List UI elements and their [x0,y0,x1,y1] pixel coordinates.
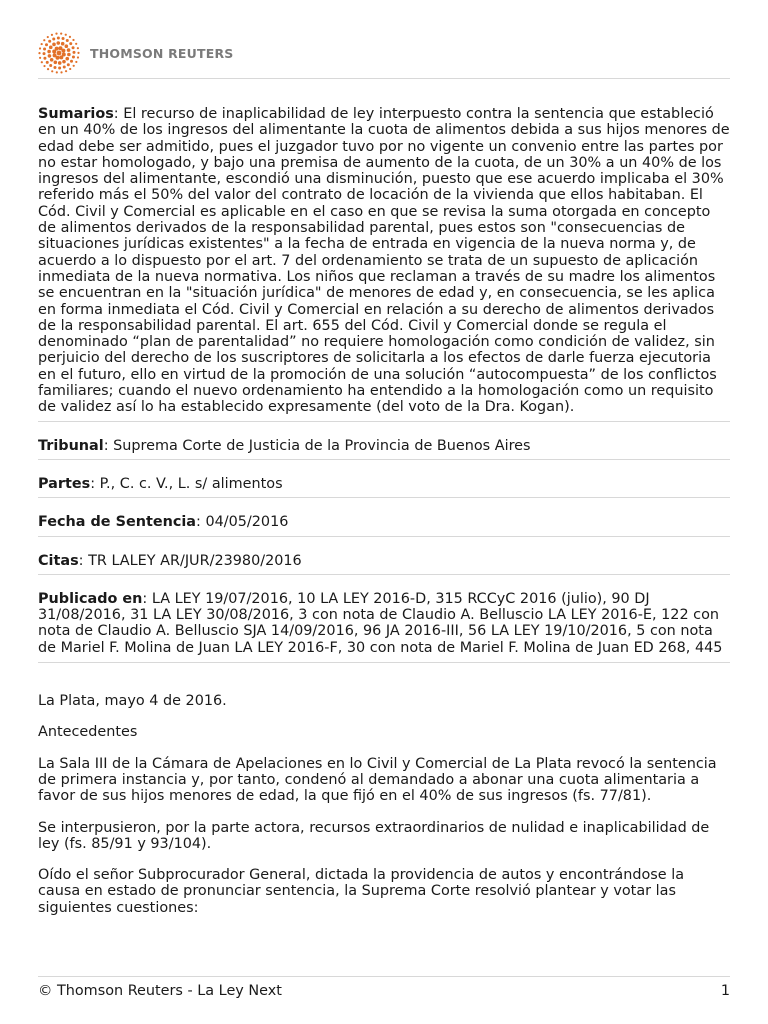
fecha-value: 04/05/2016 [205,514,289,531]
logo-dot [61,49,65,53]
citas-value: TR LALEY AR/JUR/23980/2016 [88,552,302,569]
logo-dot [72,56,75,59]
logo-dot [53,66,56,69]
document-content [38,106,730,931]
logo-dot [67,48,71,52]
partes-value: P., C. c. V., L. s/ alimentos [99,475,283,492]
logo-dot [69,36,71,38]
logo-dot [46,61,49,64]
logo-dot [47,50,51,54]
logo-dot [73,65,75,67]
logo-dot [58,66,61,69]
logo-dot [57,51,62,56]
tribunal-field: Tribunal: Suprema Corte de Justicia de la Provincia de Buenos Aires [38,422,730,460]
logo-dot [60,33,62,35]
logo-dot [39,57,41,59]
logo-dot [43,65,45,67]
thomson-reuters-dot-globe-icon [38,32,80,74]
fecha-label: Fecha de Sentencia [38,514,197,531]
logo-dot [62,60,66,64]
logo-dot [69,42,72,45]
logo-dot [72,39,74,41]
logo-dot [67,53,71,57]
logo-dot [59,55,63,59]
body-paragraph: Oído el señor Subprocurador General, dictada la providencia de autos y encontrándose la causa en estado de pronunciar sentencia, la Suprema Corte resolvió plantear y votar las siguientes cuestiones: [38,867,685,916]
logo-dot [66,39,69,42]
partes-label: Partes [38,475,91,492]
publicado-value: LA LEY 19/07/2016, 10 LA LEY 2016-D, 315 RCCyC 2016 (julio), 90 DJ 31/08/2016, 31 LA LEY 30/08/2016, 3 con nota de Claudio A. Belluscio LA LEY 2016-E, 122 con nota de Claudio A. Belluscio SJA 14/09/2016, 96 JA 2016-III, 56 LA LEY 19/10/2016, 5 con nota de Mariel F. Molina de Juan LA LEY 2016-F, 30 con nota de Mariel F. Molina de Juan ED 268, 445 [38,590,723,656]
logo-dot [47,36,49,38]
fecha-field: Fecha de Sentencia: 04/05/2016 [38,498,730,536]
body-paragraph: Antecedentes [38,724,138,741]
partes-field: Partes: P., C. c. V., L. s/ alimentos [38,460,730,498]
logo-dot [49,64,52,67]
logo-dot [70,60,73,63]
logo-dot [63,66,66,69]
logo-dot [77,52,79,54]
logo-dot [65,44,69,48]
tribunal-label: Tribunal [38,437,104,454]
logo-dot [56,71,58,73]
logo-dot [38,52,40,54]
logo-dot [56,41,60,45]
judgment-body [38,693,730,916]
logo-dot [58,61,62,65]
logo-dot [54,61,58,65]
brand-logo [38,32,234,74]
logo-dot [55,47,59,51]
logo-dot [52,43,56,47]
logo-dot [60,71,62,73]
logo-dot [43,47,46,50]
logo-dot [75,61,77,63]
summary-text: El recurso de inaplicabilidad de ley interpuesto contra la sentencia que estableció en un 40% de los ingresos del alimentante la cuota de alimentos debida a sus hijos menores de edad debe ser admitido, pues el juzgador tuvo por no vigente un convenio entre las partes por no estar homologado, y bajo una premisa de aumento de la cuota, de un 30% a un 40% de los ingresos del alimentante, escondió una disminución, puesto que ese acuerdo implicaba el 30% referido más el 50% del valor del contrato de locación de la vivienda que ellos habitaban. El Cód. Civil y Comercial es aplicable en el caso en que se revisa la suma otorgada en concepto de alimentos derivados de la responsabilidad parental, pues estos son "consecuencias de situaciones jurídicas existentes" a la fecha de entrada en vigencia de la nueva norma y, de acuerdo a lo dispuesto por el art. 7 del ordenamiento se trata de un supuesto de aplicación inmediata de la nueva normativa. Los niños que reclaman a través de su madre los alimentos se encuentran en la "situación jurídica" de menores de edad y, en consecuencia, se les aplica en forma inmediata el Cód. Civil y Comercial en relación a su derecho de alimentos derivados de la responsabilidad parental. El art. 655 del Cód. Civil y Comercial donde se regula el denominado “plan de parentalidad” no requiere homologación como condición de validez, sin perjuicio del derecho de los suscriptores de solicitarla a los efectos de darle fuerza ejecutoria en el futuro, ello en virtud de la promoción de una solución “autocompuesta” de los conflictos familiares; cuando el nuevo ordenamiento ha entendido a la homologación como un requisito de validez así lo ha establecido expresamente (del voto de la Dra. Kogan). [38,106,730,416]
publicado-field: Publicado en: LA LEY 19/07/2016, 10 LA LEY 2016-D, 315 RCCyC 2016 (julio), 90 DJ 31/08/2016, 31 LA LEY 30/08/2016, 3 con nota de Claudio A. Belluscio LA LEY 2016-E, 122 con nota de Claudio A. Belluscio SJA 14/09/2016, 96 JA 2016-III, 56 LA LEY 19/10/2016, 5 con nota de Mariel F. Molina de Juan LA LEY 2016-F, 30 con nota de Mariel F. Molina de Juan ED 268, 445 [38,575,730,663]
logo-dot [43,57,46,60]
logo-dot [51,34,53,36]
logo-dot [77,47,79,49]
publicado-label: Publicado en [38,590,143,607]
logo-dot [48,54,52,58]
logo-dot [53,53,57,57]
logo-dot [48,40,51,43]
logo-dot [39,47,41,49]
logo-dot [41,61,43,63]
logo-dot [62,37,65,40]
summary-section: Sumarios: El recurso de inaplicabilidad de ley interpuesto contra la sentencia que estableció en un 40% de los ingresos del alimentante la cuota de alimentos debida a sus hijos menores de edad debe ser admitido, pues el juzgador tuvo por no vigente un convenio entre las partes por no estar homologado, y bajo una premisa de aumento de la cuota, de un 30% a un 40% de los ingresos del alimentante, escondió una disminución, puesto que ese acuerdo implicaba el 30% referido más el 50% del valor del contrato de locación de la vivienda que ellos habitaban. El Cód. Civil y Comercial es aplicable en el caso en que se revisa la suma otorgada en concepto de alimentos derivados de la responsabilidad parental, pues estos son "consecuencias de situaciones jurídicas existentes" a la fecha de entrada en vigencia de la nueva norma y, de acuerdo a lo dispuesto por el art. 7 del ordenamiento se trata de un supuesto de aplicación inmediata de la nueva normativa. Los niños que reclaman a través de su madre los alimentos se encuentran en la "situación jurídica" de menores de edad y, en consecuencia, se les aplica en forma inmediata el Cód. Civil y Comercial en relación a su derecho de alimentos derivados de la responsabilidad parental. El art. 655 del Cód. Civil y Comercial donde se regula el denominado “plan de parentalidad” no requiere homologación como condición de validez, sin perjuicio del derecho de los suscriptores de solicitarla a los efectos de darle fuerza ejecutoria en el futuro, ello en virtud de la promoción de una solución “autocompuesta” de los conflictos familiares; cuando el nuevo ordenamiento ha entendido a la homologación como un requisito de validez así lo ha establecido expresamente (del voto de la Dra. Kogan). [38,106,730,422]
logo-dot [69,68,71,70]
summary-label: Sumarios [38,106,114,122]
logo-dot [72,46,75,49]
brand-name: THOMSON REUTERS [90,45,234,61]
page-header [38,28,730,79]
logo-dot [65,70,67,72]
logo-dot [67,63,70,66]
logo-dot [52,37,55,40]
logo-dot [50,58,54,62]
logo-dot [61,42,65,46]
logo-dot [75,43,77,45]
tribunal-value: Suprema Corte de Justicia de la Provincia de Buenos Aires [113,437,531,454]
footer-copyright: © Thomson Reuters - La Ley Next [38,983,282,999]
logo-dot [77,56,79,58]
body-paragraph: Se interpusieron, por la parte actora, recursos extraordinarios de nulidad e inaplicabilidad de ley (fs. 85/91 y 93/104). [38,819,710,852]
logo-dot [41,43,43,45]
logo-dot [47,68,49,70]
body-paragraph: La Plata, mayo 4 de 2016. [38,693,227,710]
logo-dot [43,39,45,41]
logo-dot [45,43,48,46]
logo-dot [65,34,67,36]
logo-dot [57,37,60,40]
logo-dot [49,46,53,50]
page-footer [38,976,730,999]
body-paragraph: La Sala III de la Cámara de Apelaciones en lo Civil y Comercial de La Plata revocó la sentencia de primera instancia y, por tanto, condenó al demandado a abonar una cuota alimentaria a favor de sus hijos menores de edad, la que fijó en el 40% de sus ingresos (fs. 77/81). [38,755,717,805]
citas-field: Citas: TR LALEY AR/JUR/23980/2016 [38,537,730,575]
citas-label: Citas [38,552,79,569]
logo-dot [65,57,69,61]
logo-dot [51,70,53,72]
logo-dot [43,52,46,55]
logo-dot [72,51,75,54]
page-number: 1 [720,983,730,999]
logo-dot [55,33,57,35]
